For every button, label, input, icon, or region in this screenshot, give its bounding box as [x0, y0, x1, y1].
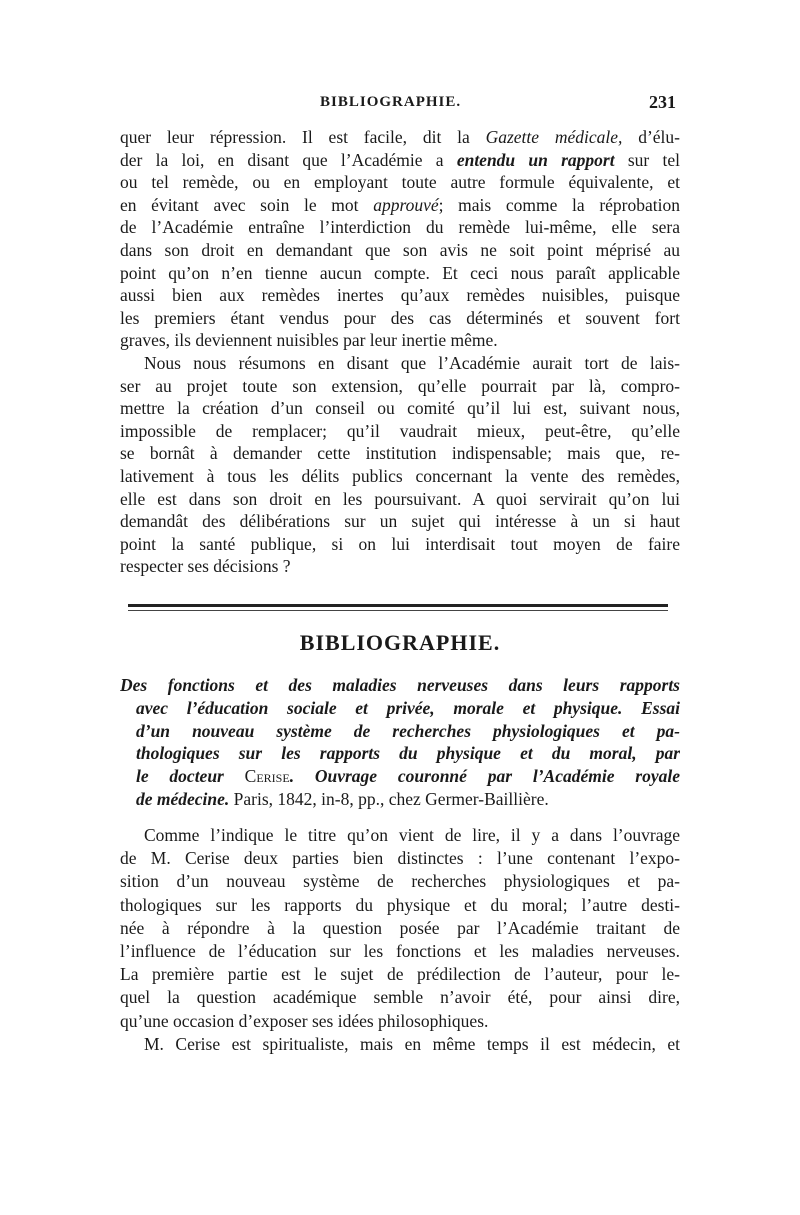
text-line: demandât des délibérations sur un sujet qui intéresse à un si haut — [120, 511, 680, 532]
text-line: thologiques sur les rapports du physique et du moral; l’autre desti- — [120, 894, 680, 915]
text-line: point la santé publique, si on lui interdisait tout moyen de faire — [120, 533, 680, 554]
section-divider — [128, 604, 668, 607]
text-line: ou tel remède, ou en employant toute autre formule équivalente, et — [120, 172, 680, 193]
text-line: La première partie est le sujet de prédilection de l’auteur, pour le- — [120, 964, 680, 985]
text-line: se bornât à demander cette institution indispensable; mais que, re- — [120, 443, 680, 464]
text-line: née à répondre à la question posée par l’Académie traitant de — [120, 917, 680, 938]
reference-line: thologiques sur les rapports du physique et du moral, par — [136, 743, 680, 764]
text-line: quel la question académique semble n’avoir été, pour ainsi dire, — [120, 987, 680, 1008]
body-text — [120, 126, 680, 578]
text-line: lativement à tous les délits publics concernant la vente des remèdes, — [120, 465, 680, 486]
reference-line: Des fonctions et des maladies nerveuses dans leurs rapports — [120, 675, 680, 695]
bibliographic-reference — [120, 674, 680, 811]
text-line: sition d’un nouveau système de recherches physiologiques et pa- — [120, 871, 680, 892]
text-line: aussi bien aux remèdes inertes qu’aux remèdes nuisibles, puisque — [120, 285, 680, 306]
text-line: der la loi, en disant que l’Académie a entendu un rapport sur tel — [120, 149, 680, 170]
reference-line: de médecine. Paris, 1842, in-8, pp., chez Germer-Baillière. — [136, 788, 549, 809]
reference-line: le docteur Cerise. Ouvrage couronné par l’Académie royale — [136, 766, 680, 787]
text-line: dans son droit en demandant que son avis ne soit point méprisé au — [120, 239, 680, 260]
text-line: de M. Cerise deux parties bien distinctes : l’une contenant l’expo- — [120, 848, 680, 869]
text-line: qu’une occasion d’exposer ses idées philosophiques. — [120, 1010, 489, 1031]
text-line: en évitant avec soin le mot approuvé; mais comme la réprobation — [120, 194, 680, 215]
text-line: Nous nous résumons en disant que l’Académie aurait tort de lais- — [144, 352, 680, 373]
reference-line: avec l’éducation sociale et privée, morale et physique. Essai — [136, 697, 680, 718]
text-line: les premiers étant vendus pour des cas déterminés et souvent fort — [120, 307, 680, 328]
reference-line: d’un nouveau système de recherches physiologiques et pa- — [136, 720, 680, 741]
text-line: mettre la création d’un conseil ou comité qu’il lui est, suivant nous, — [120, 398, 680, 419]
text-line: impossible de remplacer; qu’il vaudrait mieux, peut-être, qu’elle — [120, 420, 680, 441]
running-head-title: BIBLIOGRAPHIE. — [320, 94, 462, 110]
review-text — [120, 824, 680, 1056]
text-line: respecter ses décisions ? — [120, 556, 291, 577]
text-line: de l’Académie entraîne l’interdiction du remède lui-même, elle sera — [120, 217, 680, 238]
text-line: M. Cerise est spiritualiste, mais en même temps il est médecin, et — [144, 1033, 680, 1054]
text-line: point qu’on n’en tienne aucun compte. Et ceci nous paraît applicable — [120, 262, 680, 283]
section-title: BIBLIOGRAPHIE. — [299, 630, 501, 655]
running-head — [120, 92, 680, 116]
text-line: l’influence de l’éducation sur les fonctions et les maladies nerveuses. — [120, 940, 680, 961]
text-line: Comme l’indique le titre qu’on vient de lire, il y a dans l’ouvrage — [144, 825, 680, 845]
text-line: graves, ils deviennent nuisibles par leur inertie même. — [120, 330, 498, 351]
text-line: ser au projet toute son extension, qu’elle pourrait par là, compro- — [120, 375, 680, 396]
section-divider-thin — [128, 610, 668, 611]
text-line: elle est dans son droit en les poursuivant. A quoi servirait qu’on lui — [120, 488, 680, 509]
page-number: 231 — [649, 92, 676, 112]
text-line: quer leur répression. Il est facile, dit la Gazette médicale, d’élu- — [120, 127, 680, 147]
